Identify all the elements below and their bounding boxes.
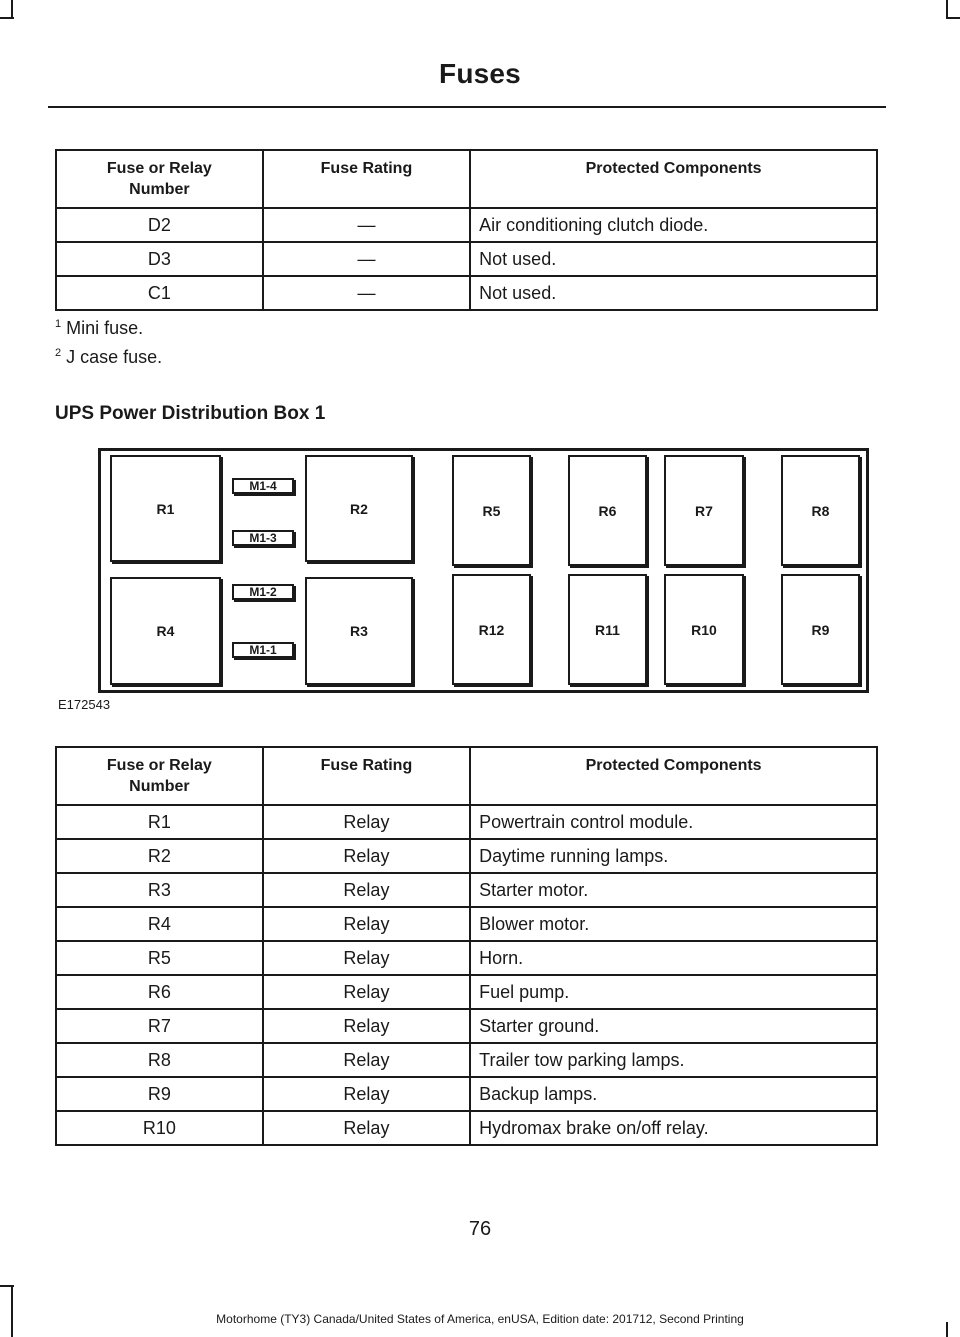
fuse-box-diagram — [98, 448, 869, 693]
relay-r1: R1 — [110, 455, 221, 562]
protected-components-cell: Not used. — [470, 276, 877, 310]
table-header-row — [56, 747, 877, 805]
fuse-number-cell: R3 — [56, 873, 263, 907]
crop-mark — [946, 17, 960, 19]
fuse-number-cell: R5 — [56, 941, 263, 975]
fuse-rating-cell: Relay — [263, 1043, 470, 1077]
fuse-number-cell: R10 — [56, 1111, 263, 1145]
fuse-number-cell: R2 — [56, 839, 263, 873]
fuse-rating-cell: Relay — [263, 873, 470, 907]
column-header-fuse-number: Fuse or Relay Number — [56, 150, 263, 208]
fuse-rating-cell: Relay — [263, 907, 470, 941]
fuse-rating-cell: Relay — [263, 805, 470, 839]
crop-mark — [11, 1285, 13, 1337]
fuse-rating-cell: Relay — [263, 1111, 470, 1145]
table-row — [56, 873, 877, 907]
table-row — [56, 276, 877, 310]
fuse-table-top — [55, 149, 878, 311]
column-header-fuse-rating: Fuse Rating — [263, 747, 470, 805]
table-row — [56, 1043, 877, 1077]
column-header-protected-components: Protected Components — [470, 150, 877, 208]
relay-r6: R6 — [568, 455, 647, 566]
figure-id: E172543 — [58, 697, 111, 712]
table-row — [56, 208, 877, 242]
crop-mark — [946, 0, 948, 18]
table-row — [56, 839, 877, 873]
mini-fuse-m1-2: M1-2 — [232, 584, 294, 600]
protected-components-cell: Starter motor. — [470, 873, 877, 907]
footnote — [55, 347, 162, 368]
fuse-rating-cell: Relay — [263, 839, 470, 873]
table-row — [56, 242, 877, 276]
fuse-number-cell: R7 — [56, 1009, 263, 1043]
crop-mark — [11, 0, 13, 18]
fuse-number-cell: R1 — [56, 805, 263, 839]
mini-fuse-m1-4: M1-4 — [232, 478, 294, 494]
fuse-rating-cell: — — [263, 242, 470, 276]
column-header-fuse-rating: Fuse Rating — [263, 150, 470, 208]
relay-r12: R12 — [452, 574, 531, 685]
page-title: Fuses — [439, 58, 521, 89]
page-footer: Motorhome (TY3) Canada/United States of America, enUSA, Edition date: 201712, Second Printing — [216, 1312, 744, 1326]
protected-components-cell: Starter ground. — [470, 1009, 877, 1043]
relay-r10: R10 — [664, 574, 744, 685]
footnote-marker: 2 — [55, 347, 62, 359]
fuse-number-cell: D3 — [56, 242, 263, 276]
crop-mark — [0, 1285, 14, 1287]
fuse-number-cell: R4 — [56, 907, 263, 941]
protected-components-cell: Air conditioning clutch diode. — [470, 208, 877, 242]
title-divider — [48, 106, 886, 108]
table-row — [56, 907, 877, 941]
protected-components-cell: Trailer tow parking lamps. — [470, 1043, 877, 1077]
protected-components-cell: Hydromax brake on/off relay. — [470, 1111, 877, 1145]
table-row — [56, 1111, 877, 1145]
column-header-protected-components: Protected Components — [470, 747, 877, 805]
relay-r2: R2 — [305, 455, 413, 562]
fuse-table-bottom — [55, 746, 878, 1146]
protected-components-cell: Backup lamps. — [470, 1077, 877, 1111]
section-title: UPS Power Distribution Box 1 — [55, 403, 326, 424]
table-row — [56, 805, 877, 839]
fuse-number-cell: R6 — [56, 975, 263, 1009]
crop-mark — [0, 17, 14, 19]
footnote-text: Mini fuse. — [66, 318, 144, 338]
fuse-rating-cell: Relay — [263, 941, 470, 975]
protected-components-cell: Horn. — [470, 941, 877, 975]
protected-components-cell: Not used. — [470, 242, 877, 276]
fuse-number-cell: C1 — [56, 276, 263, 310]
relay-r7: R7 — [664, 455, 744, 566]
protected-components-cell: Powertrain control module. — [470, 805, 877, 839]
mini-fuse-m1-3: M1-3 — [232, 530, 294, 546]
footnote-marker: 1 — [55, 318, 62, 330]
table-row — [56, 1077, 877, 1111]
fuse-rating-cell: Relay — [263, 1077, 470, 1111]
relay-r5: R5 — [452, 455, 531, 566]
fuse-rating-cell: — — [263, 208, 470, 242]
table-row — [56, 941, 877, 975]
relay-r3: R3 — [305, 577, 413, 685]
column-header-fuse-number: Fuse or Relay Number — [56, 747, 263, 805]
fuse-rating-cell: — — [263, 276, 470, 310]
footnote — [55, 318, 143, 339]
protected-components-cell: Fuel pump. — [470, 975, 877, 1009]
mini-fuse-m1-1: M1-1 — [232, 642, 294, 658]
relay-r4: R4 — [110, 577, 221, 685]
fuse-number-cell: R9 — [56, 1077, 263, 1111]
table-row — [56, 1009, 877, 1043]
table-row — [56, 975, 877, 1009]
table-header-row — [56, 150, 877, 208]
footnote-text: J case fuse. — [66, 347, 163, 367]
fuse-rating-cell: Relay — [263, 975, 470, 1009]
protected-components-cell: Blower motor. — [470, 907, 877, 941]
page-number: 76 — [468, 1218, 492, 1240]
protected-components-cell: Daytime running lamps. — [470, 839, 877, 873]
fuse-number-cell: R8 — [56, 1043, 263, 1077]
relay-r11: R11 — [568, 574, 647, 685]
fuse-rating-cell: Relay — [263, 1009, 470, 1043]
fuse-number-cell: D2 — [56, 208, 263, 242]
relay-r8: R8 — [781, 455, 860, 566]
relay-r9: R9 — [781, 574, 860, 685]
